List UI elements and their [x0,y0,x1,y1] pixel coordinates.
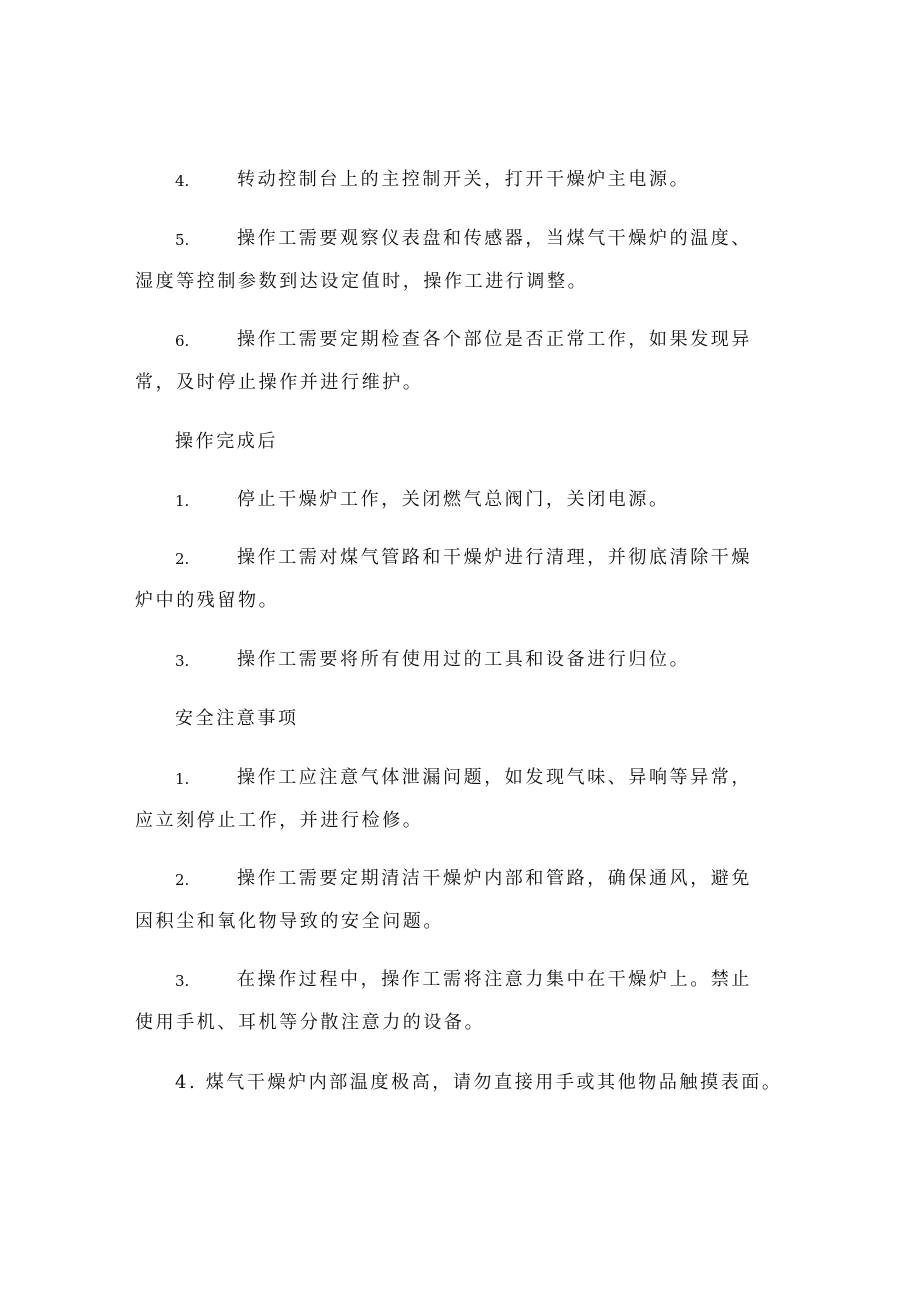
item-number: 3. [175,972,190,990]
item-number: 2. [175,550,190,568]
item-number: 1. [175,770,190,788]
item-text-line: 操作工应注意气体泄漏问题，如发现气味、异响等异常， [237,767,752,788]
item-text-line: 操作工需要定期清洁干燥炉内部和管路，确保通风，避免 [237,868,752,889]
section-heading-safety: 安全注意事项 [175,708,299,729]
item-number: 6. [175,332,190,350]
item-number: 3. [175,652,190,670]
item-text-line: 操作工需要观察仪表盘和传感器，当煤气干燥炉的温度、 [237,228,752,249]
item-number: 4. [175,172,190,190]
item-text-line: 操作工需要将所有使用过的工具和设备进行归位。 [237,649,691,670]
item-number: 2. [175,871,190,889]
item-text-line: 炉中的残留物。 [135,590,280,611]
item-text-line: 停止干燥炉工作，关闭燃气总阀门，关闭电源。 [237,489,670,510]
item-text-line: 湿度等控制参数到达设定值时，操作工进行调整。 [135,271,589,292]
item-text-line: 在操作过程中，操作工需将注意力集中在干燥炉上。禁止 [237,969,752,990]
section-heading-after-operation: 操作完成后 [175,431,278,452]
item-text-line: 转动控制台上的主控制开关，打开干燥炉主电源。 [237,169,691,190]
item-text-line: 常，及时停止操作并进行维护。 [135,372,424,393]
item-text-line: 操作工需要定期检查各个部位是否正常工作，如果发现异 [237,329,752,350]
item-text-line: 应立刻停止工作，并进行检修。 [135,810,424,831]
item-number: 1. [175,492,190,510]
item-text-line: 操作工需对煤气管路和干燥炉进行清理，并彻底清除干燥 [237,547,752,568]
item-text-line: 使用手机、耳机等分散注意力的设备。 [135,1012,486,1033]
item-text-line: 4. 煤气干燥炉内部温度极高，请勿直接用手或其他物品触摸表面。 [175,1072,783,1093]
item-number: 5. [175,231,190,249]
item-text-line: 因积尘和氧化物导致的安全问题。 [135,911,444,932]
